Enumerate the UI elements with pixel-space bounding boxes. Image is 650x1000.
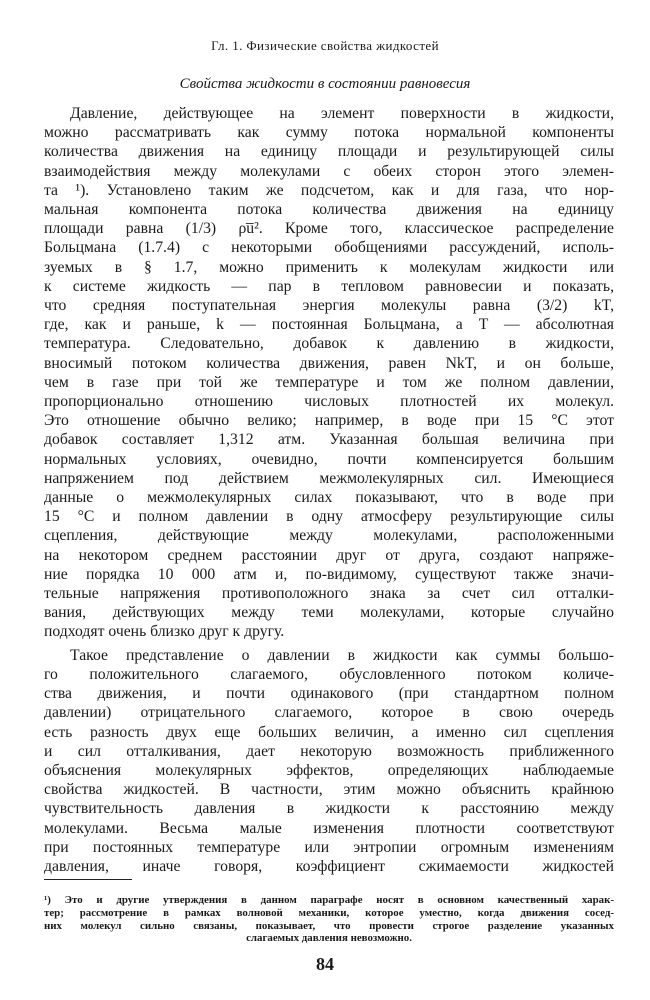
text-line: вания, действующих между теми молекулами, которые случайно (44, 604, 614, 622)
text-line: Это отношение обычно велико; например, в воде при 15 °С этот (44, 412, 614, 430)
text-line: ние порядка 10 000 атм и, по-видимому, существуют также значи- (44, 565, 614, 583)
text-line: Давление, действующее на элемент поверхности в жидкости, (70, 105, 614, 122)
footnote-line: ¹) Это и другие утверждения в данном параграфе носят в основном качественный харак- (44, 894, 614, 906)
text-line: можно рассматривать как сумму потока нормальной компоненты (44, 124, 614, 142)
text-line: зуемых в § 1.7, можно применить к молекулам жидкости или (44, 258, 614, 276)
text-line: температура. Следовательно, добавок к давлению в жидкости, (44, 335, 614, 353)
running-head: Гл. 1. Физические свойства жидкостей (211, 38, 439, 53)
text-line: где, как и раньше, k — постоянная Больцмана, а T — абсолютная (44, 316, 614, 334)
text-line: площади равна (1/3) ρu̅². Кроме того, классическое распределение (44, 220, 614, 238)
text-line: добавок составляет 1,312 атм. Указанная большая величина при (44, 431, 614, 449)
text-line: мальная компонента потока количества движения на единицу (44, 201, 614, 219)
text-line: при постоянных температуре или энтропии огромным изменениям (44, 838, 614, 856)
text-line: объяснения молекулярных эффектов, определяющих наблюдаемые (44, 761, 614, 779)
text-line: Такое представление о давлении в жидкости как суммы большо- (70, 646, 614, 664)
paragraph-2 (44, 646, 614, 876)
paragraph-1 (44, 104, 614, 642)
text-line: данные о межмолекулярных силах показывают, что в воде при (44, 489, 614, 507)
body-text (44, 104, 614, 876)
text-line: 15 °С и полном давлении в одну атмосферу результирующие силы (44, 508, 614, 526)
text-line: что средняя поступательная энергия молекулы равна (3/2) kT, (44, 297, 614, 315)
footnote-divider (44, 879, 132, 880)
text-line: чувствительность давления в жидкости к расстоянию между (44, 800, 614, 818)
text-line: та ¹). Установлено таким же подсчетом, как и для газа, что нор- (44, 181, 614, 199)
text-line: тельные напряжения противоположного знака за счет сил отталки- (44, 585, 614, 603)
text-line: количества движения на единицу площади и результирующей силы (44, 143, 614, 161)
text-line: вносимый потоком количества движения, равен NkT, и он больше, (44, 354, 614, 372)
text-line: Больцмана (1.7.4) с некоторыми обобщениями рассуждений, исполь- (44, 239, 614, 257)
footnote (44, 894, 614, 945)
text-line: напряжением под действием межмолекулярных сил. Имеющиеся (44, 469, 614, 487)
text-line: и сил отталкивания, дает некоторую возможность приближенного (44, 742, 614, 760)
text-line: сцепления, действующие между молекулами, расположенными (44, 527, 614, 545)
text-line: давлении) отрицательного слагаемого, которое в свою очередь (44, 704, 614, 722)
text-line: подходят очень близко друг к другу. (44, 623, 285, 641)
text-line: нормальных условиях, очевидно, почти компенсируется большим (44, 450, 614, 468)
footnote-line: них молекул сильно связаны, показывает, что провести строгое разделение указанных (44, 919, 614, 932)
page-number: 84 (316, 954, 334, 974)
text-line: ства движения, и почти одинакового (при стандартном полном (44, 685, 614, 703)
text-line: свойства жидкостей. В частности, этим можно объяснить крайнюю (44, 781, 614, 799)
text-line: чем в газе при той же температуре и том же полном давлении, (44, 373, 614, 391)
text-line: есть разность двух еще больших величин, а именно сил сцепления (44, 723, 614, 741)
text-line: на некотором среднем расстоянии друг от друга, создают напряже- (44, 546, 614, 564)
footnote-line: слагаемых давления невозможно. (246, 932, 412, 945)
footnote-line: тер; рассмотрение в рамках волновой механики, которое уместно, когда движения сосед- (44, 906, 614, 919)
text-line: го положительного слагаемого, обусловленного потоком количе- (44, 665, 614, 683)
section-title: Свойства жидкости в состоянии равновесия (179, 76, 471, 92)
text-line: к системе жидкость — пар в тепловом равновесии и показать, (44, 277, 614, 295)
text-line: молекулами. Весьма малые изменения плотности соответствуют (44, 819, 614, 837)
text-line: давления, иначе говоря, коэффициент сжимаемости жидкостей (44, 857, 614, 875)
text-line: взаимодействия между молекулами с обеих сторон этого элемен- (44, 162, 614, 180)
text-line: пропорционально отношению числовых плотностей их молекул. (44, 393, 614, 411)
